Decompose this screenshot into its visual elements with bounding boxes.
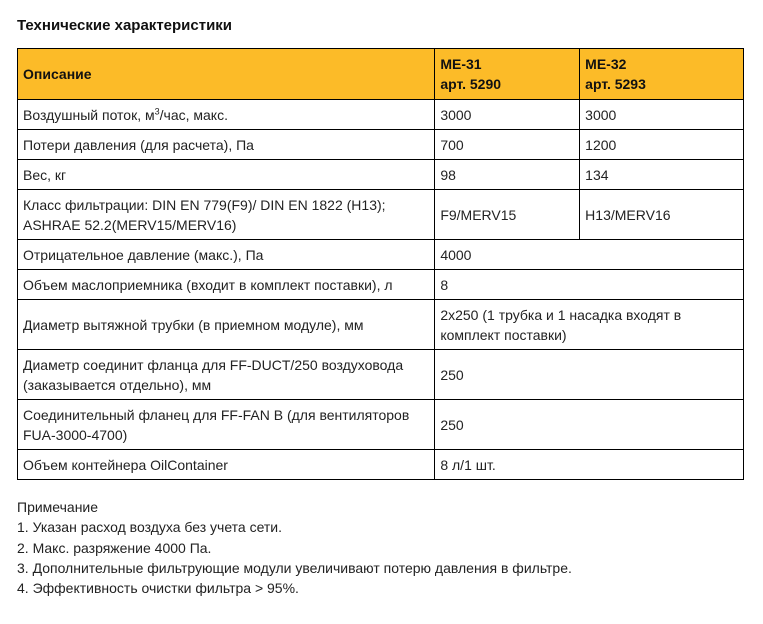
row-value: 250 — [435, 350, 744, 400]
row-value: H13/MERV16 — [580, 190, 744, 240]
table-header-row — [18, 49, 744, 100]
row-label: Диаметр соединит фланца для FF-DUCT/250 воздуховода (заказывается отдельно), мм — [18, 350, 435, 400]
model-name: ME-32 — [585, 56, 627, 72]
notes-section — [17, 497, 572, 598]
row-value: 250 — [435, 400, 744, 450]
note-item: 2. Макс. разряжение 4000 Па. — [17, 539, 212, 556]
row-value: 3000 — [435, 100, 580, 130]
table-row-flange-fan — [18, 400, 744, 450]
row-value: 3000 — [580, 100, 744, 130]
notes-heading: Примечание — [17, 499, 99, 515]
row-label: Соединительный фланец для FF-FAN B (для вентиляторов FUA-3000-4700) — [18, 400, 435, 450]
table-row-weight — [18, 160, 744, 190]
header-model-me31 — [435, 49, 580, 100]
note-item: 1. Указан расход воздуха без учета сети. — [17, 519, 283, 536]
row-label: Воздушный поток, $м^3$/час, макс. — [18, 100, 435, 130]
row-label: Диаметр вытяжной трубки (в приемном модуле), мм — [18, 300, 435, 350]
row-value: 1200 — [580, 130, 744, 160]
table-row-filter-class — [18, 190, 744, 240]
row-value: 134 — [580, 160, 744, 190]
table-row-pressure-loss — [18, 130, 744, 160]
article-number: арт. 5293 — [585, 76, 646, 92]
row-value: 700 — [435, 130, 580, 160]
spec-table — [17, 48, 744, 480]
table-row-oil-receiver — [18, 270, 744, 300]
article-number: арт. 5290 — [440, 76, 502, 92]
table-row-oil-container — [18, 450, 744, 480]
table-row-negative-pressure — [18, 240, 744, 270]
table-row-flange-duct — [18, 350, 744, 400]
note-item: 3. Дополнительные фильтрующие модули увеличивают потерю давления в фильтре. — [17, 559, 572, 576]
row-label: Отрицательное давление (макс.), Па — [18, 240, 435, 270]
row-label: Объем контейнера OilContainer — [18, 450, 435, 480]
row-label: Вес, кг — [18, 160, 435, 190]
row-value: 4000 — [435, 240, 744, 270]
page-title: Технические характеристики — [17, 17, 233, 34]
row-value: 8 — [435, 270, 744, 300]
row-label: Класс фильтрации: DIN EN 779(F9)/ DIN EN 1822 (H13); ASHRAE 52.2(MERV15/MERV16) — [18, 190, 435, 240]
row-value: F9/MERV15 — [435, 190, 580, 240]
row-label: Объем маслоприемника (входит в комплект поставки), л — [18, 270, 435, 300]
table-row-airflow — [18, 100, 744, 130]
row-value: 8 л/1 шт. — [435, 450, 744, 480]
row-label: Потери давления (для расчета), Па — [18, 130, 435, 160]
row-value: 98 — [435, 160, 580, 190]
model-name: ME-31 — [440, 56, 482, 72]
note-item: 4. Эффективность очистки фильтра > 95%. — [17, 580, 299, 597]
table-row-exhaust-pipe — [18, 300, 744, 350]
header-model-me32 — [580, 49, 744, 100]
header-description: Описание — [18, 49, 435, 100]
row-value: 2x250 (1 трубка и 1 насадка входят в комплект поставки) — [435, 300, 744, 350]
